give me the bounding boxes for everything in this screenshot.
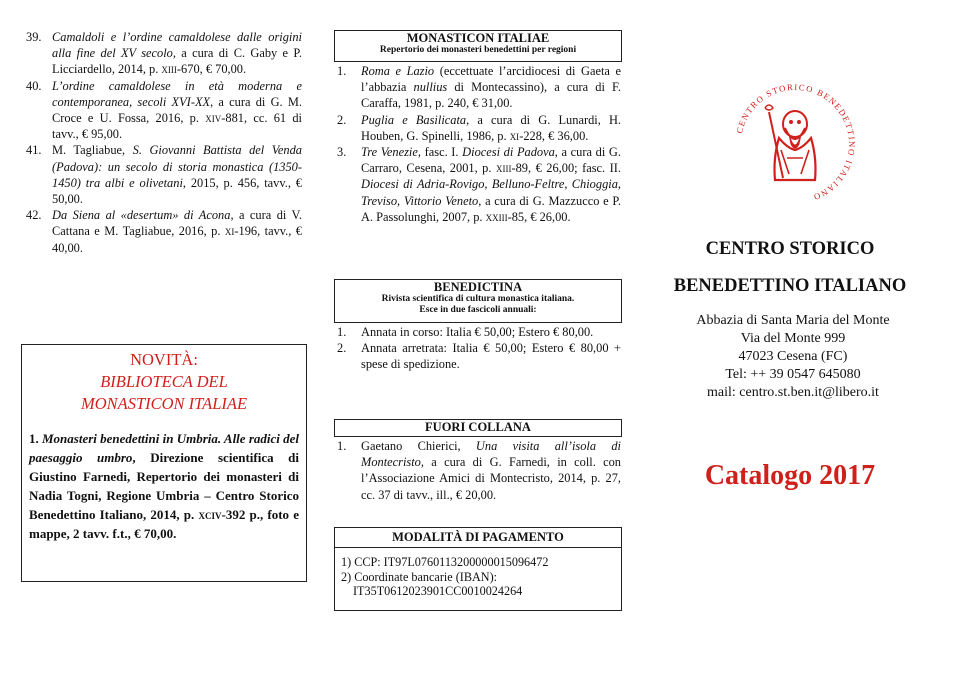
- entry-text: , a cura di C. Gaby e P. Licciardello, 2014, p.: [52, 46, 302, 77]
- monk-seal-icon: [729, 78, 861, 210]
- novita-title: [22, 349, 306, 415]
- benedictina-title: BENEDICTINA: [433, 280, 523, 294]
- item-number: 1.: [337, 325, 347, 339]
- novita-series-line2: MONASTICON ITALIAE: [80, 394, 248, 413]
- svg-text:CENTRO STORICO BENEDETTINO ITA: [734, 82, 857, 203]
- entry-text: xiv: [205, 111, 222, 126]
- entry-text: M. Tagliabue,: [52, 143, 133, 158]
- logo: [729, 78, 861, 215]
- benedictina-list: [337, 324, 621, 373]
- pagamento-iban-label: 2) Coordinate bancarie (IBAN):: [341, 569, 498, 584]
- monasticon-title: MONASTICON ITALIAE: [406, 31, 550, 45]
- item-body: [361, 112, 621, 144]
- item-body: [52, 207, 302, 256]
- list-item: [26, 29, 302, 78]
- entry-text: -85, € 26,00.: [507, 209, 571, 224]
- italic-title-text: Una visita all’isola di Montecristo: [361, 439, 621, 470]
- list-item: [337, 63, 621, 112]
- address-phone: Tel: ++ 39 0547 645080: [725, 367, 861, 382]
- address-abbey: Abbazia di Santa Maria del Monte: [696, 313, 890, 328]
- list-item: [337, 112, 621, 144]
- italic-title-text: Diocesi di Adria-Rovigo, Belluno-Feltre, Chioggia, Treviso, Vittorio Veneto: [361, 177, 621, 208]
- entry-text: -89, € 26,00; fasc. II.: [511, 161, 621, 176]
- catalog-title: Catalogo 2017: [704, 460, 876, 491]
- benedictina-note: Esce in due fascicoli annuali:: [419, 305, 537, 315]
- entry-text: -196, tavv., € 40,00.: [52, 224, 302, 255]
- item-body: [361, 63, 621, 112]
- entry-text: xiii: [495, 161, 512, 176]
- novita-box: [21, 344, 307, 582]
- entry-text: 1.: [29, 431, 42, 446]
- address-city: 47023 Cesena (FC): [738, 349, 848, 364]
- italic-title-text: nullius: [413, 80, 448, 95]
- italic-title-text: S. Giovanni Battista del Venda (Padova): un secolo di storia monastica (1350-1450) tra albi e olivetani: [52, 143, 302, 190]
- fuori-list: [337, 438, 621, 503]
- entry-text: xciv: [198, 507, 222, 522]
- list-item: [26, 78, 302, 143]
- entry-text: , a cura di G. Mazzucco e P. A. Passolunghi, 2007, p.: [361, 193, 621, 224]
- item-number: 1.: [337, 64, 347, 78]
- entry-text: , a cura di G. M. Croce e U. Fossa, 2016, p.: [52, 94, 302, 126]
- pagamento-iban: IT35T0612023901CC0010024264: [353, 584, 523, 598]
- italic-title-text: Da Siena al «desertum» di Acona: [52, 208, 231, 223]
- pagamento-title: MODALITÀ DI PAGAMENTO: [392, 530, 564, 544]
- item-number: 40.: [26, 78, 42, 93]
- novita-series-line1: BIBLIOTECA DEL: [100, 372, 228, 391]
- item-number: 2.: [337, 112, 347, 127]
- benedictina-header-box: [334, 279, 622, 323]
- monasticon-list: [337, 63, 621, 225]
- item-number: 39.: [26, 30, 42, 44]
- item-number: 1.: [337, 439, 347, 453]
- item-body: [52, 142, 302, 207]
- entry-text: -228, € 36,00.: [519, 128, 589, 143]
- monasticon-header-box: [334, 30, 622, 62]
- entry-text: -670, € 70,00.: [176, 62, 247, 77]
- novita-entry: [22, 429, 306, 543]
- item-number: 42.: [26, 208, 42, 223]
- item-number: 3.: [337, 145, 347, 160]
- entry-text: di Montecassino), a cura di F. Caraffa, 1981, p. 240, € 31,00.: [361, 80, 621, 111]
- italic-title-text: Monasteri benedettini in Umbria. Alle radici del paesaggio umbro: [29, 431, 299, 465]
- entry-text: Gaetano Chierici,: [361, 439, 476, 453]
- italic-title-text: L’ordine camaldolese in età moderna e contemporanea, secoli XVI-XX: [52, 78, 302, 109]
- item-body: [52, 29, 302, 78]
- left-publication-list: [26, 29, 302, 256]
- logo-arc-text: CENTRO STORICO BENEDETTINO ITALIANO: [734, 81, 858, 203]
- entry-text: xiii: [161, 62, 177, 77]
- address-email[interactable]: mail: centro.st.ben.it@libero.it: [707, 385, 879, 400]
- item-body: [52, 78, 302, 143]
- italic-title-text: Puglia e Basilicata: [361, 112, 467, 127]
- italic-title-text: Camaldoli e l’ordine camaldolese dalle origini alla fine del XV secolo: [52, 30, 302, 61]
- entry-text: (eccettuate l’arcidiocesi di Gaeta e l’abbazia: [361, 64, 621, 95]
- italic-title-text: Diocesi di Padova: [462, 145, 555, 160]
- entry-text: -881, cc. 61 di tavv., € 95,00.: [52, 111, 302, 142]
- entry-text: -392 p., foto e mappe, 2 tavv. f.t., € 70,00.: [29, 507, 299, 541]
- entry-text: , a cura di V. Cattana e M. Tagliabue, 2016, p.: [52, 208, 303, 239]
- entry-text: , 2015, p. 456, tavv., € 50,00.: [52, 175, 302, 207]
- entry-text: xi: [224, 224, 235, 239]
- entry-text: , a cura di G. Lunardi, H. Houben, G. Spinelli, 1986, p.: [361, 112, 622, 143]
- list-item: [26, 142, 302, 207]
- pagamento-ccp: 1) CCP: IT97L0760113200000015096472: [341, 555, 549, 569]
- list-item: [337, 144, 621, 225]
- novita-heading: NOVITÀ:: [130, 350, 198, 369]
- list-item: [337, 324, 621, 340]
- entry-text: , a cura di G. Carraro, Cesena, 2001, p.: [361, 145, 621, 176]
- address-street: Via del Monte 999: [740, 331, 846, 346]
- entry-text: Annata in corso: Italia € 50,00; Estero € 80,00.: [361, 325, 594, 339]
- org-address: [643, 312, 943, 402]
- item-body: [361, 324, 621, 340]
- list-item: [337, 340, 621, 372]
- fuori-header-box: [334, 419, 622, 437]
- fuori-title: FUORI COLLANA: [425, 420, 531, 434]
- org-name-line1: CENTRO STORICO: [705, 239, 875, 259]
- entry-text: xi: [509, 128, 520, 143]
- benedictina-subtitle: Rivista scientifica di cultura monastica italiana.: [381, 294, 575, 304]
- italic-title-text: Roma e Lazio: [361, 64, 435, 78]
- italic-title-text: Tre Venezie: [361, 145, 418, 160]
- item-number: 2.: [337, 341, 347, 356]
- item-body: [361, 144, 621, 225]
- entry-text: , a cura di G. Farnedi, in coll. con l’Associazione Amici di Montecristo, 2014, p. 27, cc. 37 di tavv., ill., € 20,00.: [361, 455, 621, 502]
- entry-text: Annata arretrata: Italia € 50,00; Estero € 80,00 + spese di spedizione.: [361, 341, 621, 372]
- item-number: 41.: [26, 143, 42, 158]
- pagamento-box: [334, 527, 622, 611]
- list-item: [26, 207, 302, 256]
- item-body: [361, 438, 621, 503]
- entry-text: , fasc. I.: [417, 145, 463, 160]
- monasticon-subtitle: Repertorio dei monasteri benedettini per regioni: [379, 45, 577, 55]
- list-item: [337, 438, 621, 503]
- entry-text: , Direzione scientifica di Giustino Farnedi, Repertorio dei monasteri di Nadia Togni, Regione Umbria – Centro Storico Benedettino Italiano, 2014, p.: [29, 450, 300, 522]
- entry-text: xxiii: [485, 209, 508, 224]
- org-name-line2: BENEDETTINO ITALIANO: [673, 276, 907, 296]
- item-body: [361, 340, 621, 372]
